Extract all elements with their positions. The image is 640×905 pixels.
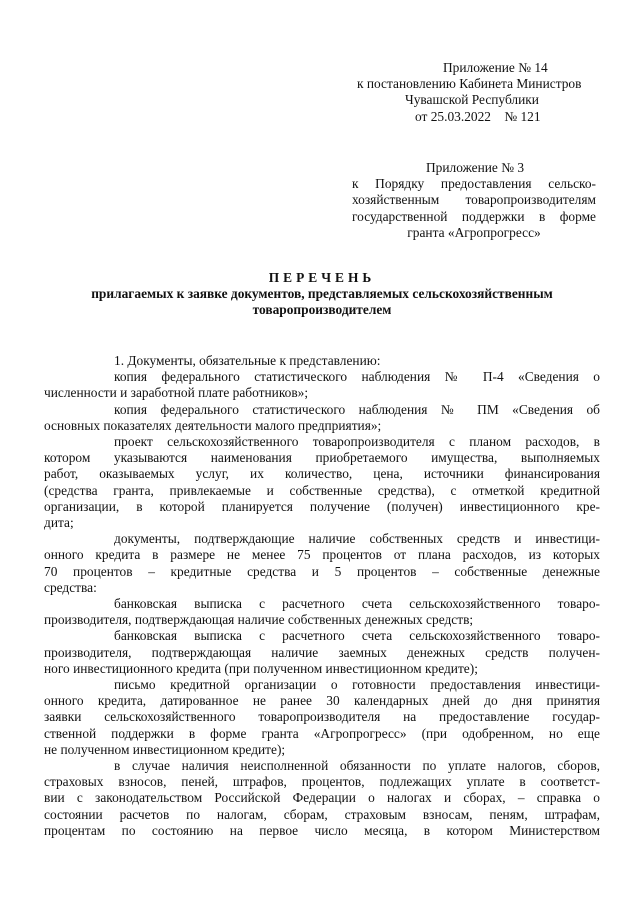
body-line: страховых взносов, пеней, штрафов, процентов, подлежащих уплате в соответст- xyxy=(44,774,600,790)
body-line: состоянии расчетов по налогам, сборам, страховым взносам, пеням, штрафам, xyxy=(44,806,600,822)
appendix-3-line-5: гранта «Агропрогресс» xyxy=(407,224,541,240)
body-line: основных показателях деятельности малого предприятия»; xyxy=(44,417,382,433)
body-line: процентам по состоянию на первое число месяца, в котором Министерством xyxy=(44,822,600,838)
body-line: производителя, подтверждающая наличие собственных денежных средств; xyxy=(44,612,474,628)
appendix-14-resolution: к постановлению Кабинета Министров xyxy=(357,76,582,92)
appendix-3-line-3: хозяйственным товаропроизводителям xyxy=(352,192,596,208)
body-line: письмо кредитной организации о готовности предоставления инвестици- xyxy=(114,677,600,693)
body-line: дита; xyxy=(44,515,74,531)
body-line: не полученном инвестиционном кредите); xyxy=(44,741,286,757)
body-line: онного кредита в размере не менее 75 процентов от плана расходов, из которых xyxy=(44,547,600,563)
body-line: 1. Документы, обязательные к представлению: xyxy=(114,353,381,368)
body-line: котором указываются наименования приобретаемого имущества, выполняемых xyxy=(44,450,600,466)
body-line: ственной поддержки в форме гранта «Агропрогресс» (при одобренном, но еще xyxy=(44,725,600,741)
body-line: копия федерального статистического наблюдения № П-4 «Сведения о xyxy=(114,369,600,385)
body-line: (средства гранта, привлекаемые и собственные средства), с отметкой кредитной xyxy=(44,482,600,498)
body-line: производителя, подтверждающая наличие заемных денежных средств получен- xyxy=(44,644,600,660)
title-heading: ПЕРЕЧЕНЬ xyxy=(268,270,376,285)
appendix-3-line-4: государственной поддержки в форме xyxy=(352,208,596,224)
appendix-14-number: Приложение № 14 xyxy=(443,60,548,75)
body-line: копия федерального статистического наблюдения № ПМ «Сведения об xyxy=(114,401,600,417)
body-line: в случае наличия неисполненной обязанности по уплате налогов, сборов, xyxy=(114,758,600,774)
body-line: проект сельскохозяйственного товаропроизводителя с планом расходов, в xyxy=(114,434,600,450)
document-title xyxy=(44,270,600,319)
appendix-3-number: Приложение № 3 xyxy=(426,160,525,175)
body-line: банковская выписка с расчетного счета сельскохозяйственного товаро- xyxy=(114,596,600,612)
appendix-14-republic: Чувашской Республики xyxy=(405,92,539,108)
body-line: численности и заработной плате работников»; xyxy=(44,385,309,401)
appendix-3-line-2: к Порядку предоставления сельско- xyxy=(352,176,596,192)
body-line: 70 процентов – кредитные средства и 5 процентов – собственные денежные xyxy=(44,563,600,579)
body-line: работ, оказываемых услуг, их количество, цена, источники финансирования xyxy=(44,466,600,482)
document-body xyxy=(44,353,600,839)
body-line: заявки сельскохозяйственного товаропроизводителя на предоставление государ- xyxy=(44,709,600,725)
title-line-1: прилагаемых к заявке документов, представляемых сельскохозяйственным xyxy=(91,286,553,302)
body-line: онного кредита, датированное не ранее 30 календарных дней до дня принятия xyxy=(44,693,600,709)
appendix-14-date: от 25.03.2022 № 121 xyxy=(415,108,541,124)
title-line-2: товаропроизводителем xyxy=(252,302,392,318)
body-line: организации, в которой планируется получение (получен) инвестиционного кре- xyxy=(44,498,600,514)
body-line: документы, подтверждающие наличие собственных средств и инвестици- xyxy=(114,531,600,547)
body-line: ного инвестиционного кредита (при полученном инвестиционном кредите); xyxy=(44,660,478,676)
body-line: средства: xyxy=(44,579,97,595)
body-line: вии с законодательством Российской Федерации о налогах и сборах, – справка о xyxy=(44,790,600,806)
body-line: банковская выписка с расчетного счета сельскохозяйственного товаро- xyxy=(114,628,600,644)
appendix-3-block xyxy=(352,160,596,241)
